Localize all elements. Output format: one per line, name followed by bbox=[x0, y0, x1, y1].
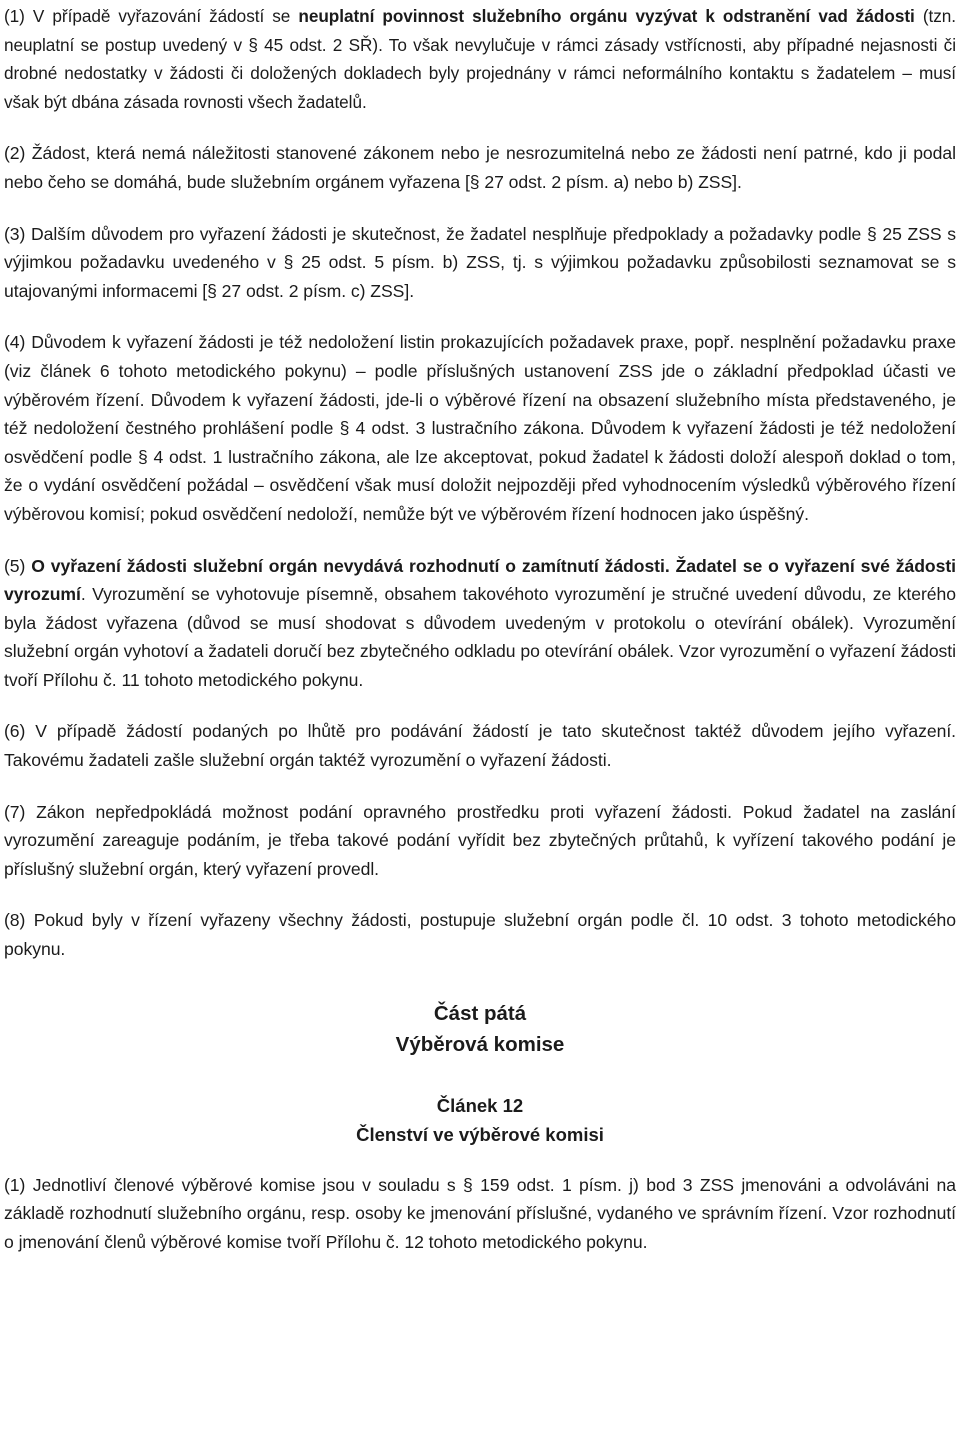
paragraph-8 bbox=[4, 906, 956, 963]
paragraph-2 bbox=[4, 139, 956, 196]
paragraph-3 bbox=[4, 220, 956, 306]
paragraph-1-run-3: (tzn. neuplatní se postup uvedený v § 45 odst. 2 SŘ). To však nevylučuje v rámci zásady vstřícnosti, aby případné nejasnosti či drobné nedostatky v žádosti či doložených dokladech byly projednány v rámci neformálního kontaktu s žadatelem – musí však být dbána zásada rovnosti všech žadatelů. bbox=[4, 6, 957, 112]
paragraph-8-run-1: (8) Pokud byly v řízení vyřazeny všechny žádosti, postupuje služební orgán podle čl. 10 odst. 3 tohoto metodického pokynu. bbox=[4, 910, 956, 960]
paragraph-7 bbox=[4, 798, 956, 884]
part-heading: Část pátá bbox=[433, 1001, 527, 1025]
paragraph-4-run-1: (4) Důvodem k vyřazení žádosti je též nedoložení listin prokazujících požadavek praxe, popř. nesplnění požadavku praxe (viz článek 6 tohoto metodického pokynu) – podle příslušných ustanovení ZSS jde o základní předpoklad účasti ve výběrovém řízení. Důvodem k vyřazení žádosti, jde-li o výběrové řízení na obsazení služebního místa představeného, je též nedoložení čestného prohlášení podle § 4 odst. 3 lustračního zákona. Důvodem k vyřazení žádosti je též nedoložení osvědčení podle § 4 odst. 1 lustračního zákona, ale lze akceptovat, pokud žadatel k žádosti doloží alespoň doklad o tom, že o vydání osvědčení požádal – osvědčení však musí doložit nejpozději před vyhodnocením výsledků výběrového řízení výběrovou komisí; pokud osvědčení nedoloží, nemůže být ve výběrovém řízení hodnocen jako úspěšný. bbox=[4, 332, 956, 524]
paragraph-6-run-1: (6) V případě žádostí podaných po lhůtě pro podávání žádostí je tato skutečnost taktéž důvodem jejího vyřazení. Takovému žadateli zašle služební orgán taktéž vyrozumění o vyřazení žádosti. bbox=[4, 721, 956, 771]
part-heading-block bbox=[4, 998, 956, 1060]
article-heading: Článek 12 bbox=[436, 1094, 524, 1116]
paragraph-1-run-2-bold: neuplatní povinnost služebního orgánu vyzývat k odstranění vad žádosti bbox=[298, 6, 915, 26]
paragraph-5 bbox=[4, 552, 956, 695]
article-subheading: Členství ve výběrové komisi bbox=[356, 1123, 604, 1145]
paragraph-5-run-2-bold: O vyřazení žádosti služební orgán nevydává rozhodnutí o zamítnutí žádosti. Žadatel se o vyřazení své žádosti vyrozumí bbox=[4, 555, 956, 605]
paragraph-1-run-1: (1) V případě vyřazování žádostí se bbox=[4, 6, 299, 26]
paragraph-2-run-1: (2) Žádost, která nemá náležitosti stanovené zákonem nebo je nesrozumitelná nebo ze žádosti není patrné, kdo ji podal nebo čeho se domáhá, bude služebním orgánem vyřazena [§ 27 odst. 2 písm. a) nebo b) ZSS]. bbox=[4, 143, 956, 192]
article-heading-block bbox=[4, 1091, 956, 1149]
paragraph-7-run-1: (7) Zákon nepředpokládá možnost podání opravného prostředku proti vyřazení žádosti. Pokud žadatel na zaslání vyrozumění zareaguje podáním, je třeba takové podání vyřídit bez zbytečných průtahů, k vyřízení takového podání je příslušný služební orgán, který vyřazení provedl. bbox=[4, 801, 956, 879]
article-12-paragraph-1: (1) Jednotliví členové výběrové komise jsou v souladu s § 159 odst. 1 písm. j) bod 3 ZSS jmenováni a odvoláváni na základě rozhodnutí služebního orgánu, resp. osoby ke jmenování příslušné, vydaného ve správním řízení. Vzor rozhodnutí o jmenování členů výběrové komise tvoří Přílohu č. 12 tohoto metodického pokynu. bbox=[4, 1174, 956, 1252]
part-subheading: Výběrová komise bbox=[395, 1032, 565, 1056]
paragraph-5-run-1: (5) bbox=[4, 555, 32, 576]
paragraph-6 bbox=[4, 717, 956, 774]
paragraph-1 bbox=[4, 2, 956, 116]
paragraph-4 bbox=[4, 328, 956, 528]
paragraph-3-run-1: (3) Dalším důvodem pro vyřazení žádosti je skutečnost, že žadatel nesplňuje předpoklady a požadavky podle § 25 ZSS s výjimkou požadavku uvedeného v § 25 odst. 5 písm. b) ZSS, tj. s výjimkou požadavku způsobilosti seznamovat se s utajovanými informacemi [§ 27 odst. 2 písm. c) ZSS]. bbox=[4, 223, 956, 301]
document-page bbox=[4, 2, 956, 1279]
paragraph-5-run-3: . Vyrozumění se vyhotovuje písemně, obsahem takovéhoto vyrozumění je stručné uvedení důvodu, ze kterého byla žádost vyřazena (důvod se musí shodovat s důvodem uvedeným v protokolu o otevírání obálek). Vyrozumění služební orgán vyhotoví a žadateli doručí bez zbytečného odkladu po otevírání obálek. Vzor vyrozumění o vyřazení žádosti tvoří Přílohu č. 11 tohoto metodického pokynu. bbox=[4, 584, 956, 690]
